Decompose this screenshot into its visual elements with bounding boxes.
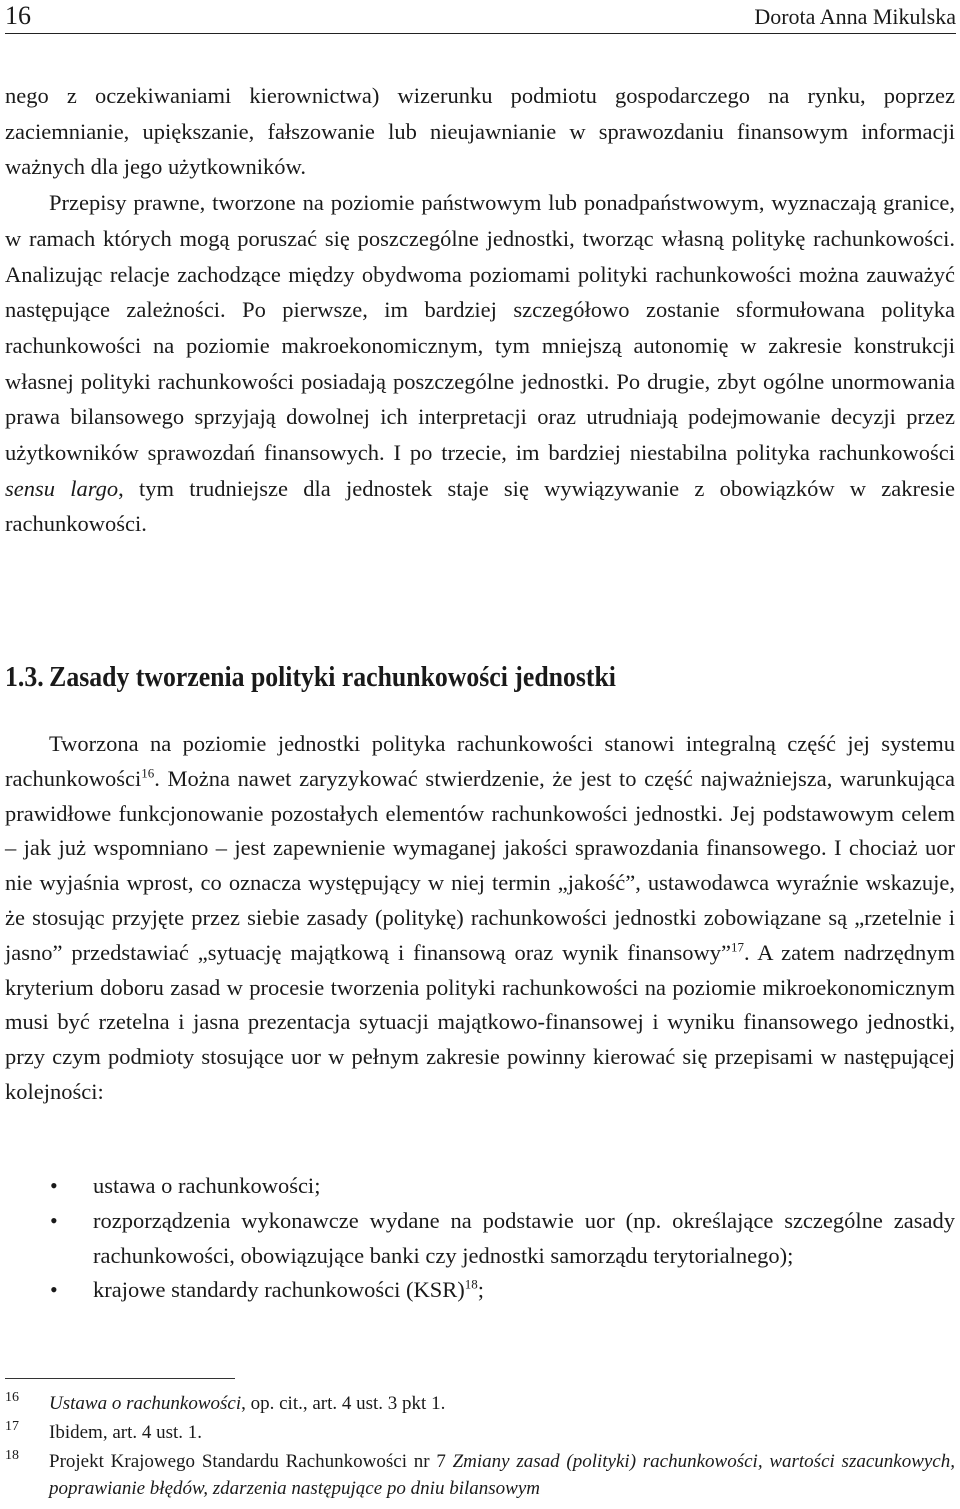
list-item-text: rozporządzenia wykonawcze wydane na podstawie uor (np. określające szczególne zasady rachunkowości, obowiązujące banki czy jednostki samorządu terytorialnego); xyxy=(93,1207,955,1268)
paragraph-3-end: . A zatem nadrzędnym kryterium doboru zasad w procesie tworzenia polityki rachunkowości na poziomie mikroekonomicznym musi być rzetelna i jasna prezentacja sytuacji majątkowo-finansowej i wyniku finansowego jednostki, przy czym podmioty stosujące uor w pełnym zakresie powinny kierować się przepisami w następującej kolejności: xyxy=(5,939,955,1104)
bullet-icon: • xyxy=(50,1173,58,1198)
paragraph-3-middle: . Można nawet zaryzykować stwierdzenie, że jest to część najważniejsza, warunkująca prawidłowe funkcjonowanie pozostałych elementów rachunkowości jednostki. Jej podstawowym celem – jak już wspomniano – jest zapewnienie wymaganej jakości sprawozdania finansowego. I chociaż uor nie wyjaśnia wprost, co oznacza występujący w niej termin „jakość”, ustawodawca wyraźnie wskazuje, że stosując przyjęte przez siebie zasady (politykę) rachunkowości jednostki zobowiązane są „rzetelnie i jasno” przedstawiać „sytuację majątkową i finansową oraz wynik finansowy” xyxy=(5,765,955,965)
footnote-number: 18 xyxy=(5,1448,19,1463)
section-heading xyxy=(5,660,616,696)
footnote-ref-18: 18 xyxy=(464,1276,478,1292)
footnote-text: , op. cit., art. 4 ust. 3 pkt 1. xyxy=(241,1393,446,1414)
list-item-end: ; xyxy=(477,1277,485,1303)
list-item xyxy=(5,1204,955,1274)
page-number: 16 xyxy=(5,1,31,30)
section-title: Zasady tworzenia polityki rachunkowości jednostki xyxy=(49,662,616,693)
footnote-separator xyxy=(5,1378,235,1379)
footnotes xyxy=(5,1390,955,1502)
paragraph-2-end: , tym trudniejsze dla jednostek staje się wywiązywanie z obowiązków w zakresie rachunkowości. xyxy=(5,475,955,537)
footnote-18 xyxy=(5,1448,955,1502)
paragraph-2-start: Przepisy prawne, tworzone na poziomie państwowym lub ponadpaństwowym, wyznaczają granice, w ramach których mogą poruszać się poszczególne jednostki, tworząc własną politykę rachunkowości. Analizując relacje zachodzące między obydwoma poziomami polityki rachunkowości można zauważyć następujące zależności. Po pierwsze, im bardziej szczegółowo zostanie sformułowana polityka rachunkowości na poziomie makroekonomicznym, tym mniejszą autonomię w zakresie konstrukcji własnej polityki rachunkowości posiadają poszczególne jednostki. Po drugie, zbyt ogólne unormowania prawa bilansowego sprzyjają dowolnej ich interpretacji oraz utrudniają podejmowanie decyzji przez użytkowników sprawozdań finansowych. I po trzecie, im bardziej niestabilna polityka rachunkowości xyxy=(5,190,955,466)
list-item xyxy=(5,1273,955,1308)
body-text-section xyxy=(5,727,955,1110)
header-rule xyxy=(5,33,956,34)
paragraph-1: nego z oczekiwaniami kierownictwa) wizerunku podmiotu gospodarczego na rynku, poprzez zaciemnianie, upiększanie, fałszowanie lub nieujawnianie w sprawozdaniu finansowym informacji ważnych dla jego użytkowników. xyxy=(5,83,955,180)
paragraph-3-start: Tworzona na poziomie jednostki polityka rachunkowości stanowi integralną część jej systemu rachunkowości xyxy=(5,731,955,791)
footnote-italic: Zmiany zasad (polityki) rachunkowości, wartości szacunkowych, poprawianie błędów, zdarzenia następujące po dniu bilansowym xyxy=(49,1451,955,1499)
bullet-list xyxy=(5,1169,955,1308)
body-text-top xyxy=(5,78,955,542)
footnote-ref-16: 16 xyxy=(141,765,155,781)
paragraph-2-italic: sensu largo xyxy=(5,475,119,501)
list-item-text: ustawa o rachunkowości; xyxy=(93,1173,321,1198)
footnote-italic: Ustawa o rachunkowości xyxy=(49,1393,242,1414)
bullet-icon: • xyxy=(50,1207,58,1233)
footnote-16 xyxy=(5,1390,955,1417)
footnote-number: 16 xyxy=(5,1390,19,1405)
running-head-author: Dorota Anna Mikulska xyxy=(754,4,956,29)
section-number: 1.3. xyxy=(5,662,44,693)
footnote-text: Ibidem, art. 4 ust. 1. xyxy=(49,1422,203,1443)
bullet-icon: • xyxy=(50,1277,58,1303)
footnote-number: 17 xyxy=(5,1419,19,1434)
list-item-text: krajowe standardy rachunkowości (KSR) xyxy=(93,1277,465,1303)
footnote-17 xyxy=(5,1419,955,1446)
page-header xyxy=(0,0,960,34)
footnote-text: Projekt Krajowego Standardu Rachunkowości nr 7 xyxy=(49,1451,453,1472)
list-item xyxy=(5,1169,955,1204)
footnote-ref-17: 17 xyxy=(730,939,744,955)
